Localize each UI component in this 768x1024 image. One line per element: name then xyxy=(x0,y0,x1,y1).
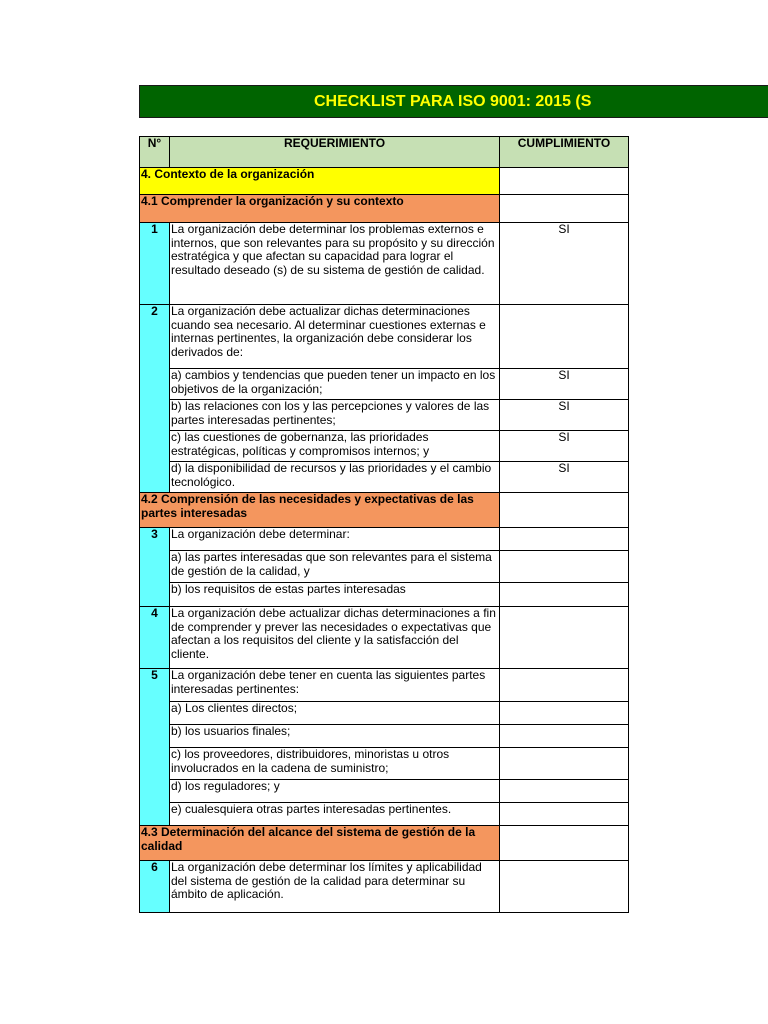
compliance-cell[interactable]: SI xyxy=(500,369,629,400)
compliance-cell[interactable]: SI xyxy=(500,223,629,305)
table-row xyxy=(140,551,629,583)
compliance-cell[interactable] xyxy=(500,168,629,195)
section-row xyxy=(140,168,629,195)
table-row xyxy=(140,305,629,369)
requirement-text: a) Los clientes directos; xyxy=(170,702,500,725)
compliance-cell[interactable] xyxy=(500,195,629,223)
table-row xyxy=(140,748,629,780)
compliance-cell[interactable] xyxy=(500,861,629,913)
header-num: N° xyxy=(140,137,170,168)
title-bar xyxy=(139,85,768,118)
requirement-text: a) cambios y tendencias que pueden tener un impacto en los objetivos de la organización; xyxy=(170,369,500,400)
section-row xyxy=(140,826,629,861)
requirement-text: d) los reguladores; y xyxy=(170,780,500,803)
requirement-text: a) las partes interesadas que son relevantes para el sistema de gestión de la calidad, y xyxy=(170,551,500,583)
compliance-cell[interactable] xyxy=(500,669,629,702)
table-row xyxy=(140,223,629,305)
requirement-text: La organización debe actualizar dichas determinaciones cuando sea necesario. Al determinar cuestiones externas e internas pertinentes, la organización debe considerar los derivados de: xyxy=(170,305,500,369)
page-title: CHECKLIST PARA ISO 9001: 2015 (S xyxy=(314,93,592,110)
item-number: 1 xyxy=(140,223,170,305)
requirement-text: La organización debe determinar: xyxy=(170,528,500,551)
section-4-2: 4.2 Comprensión de las necesidades y expectativas de las partes interesadas xyxy=(140,493,500,528)
requirement-text: b) los requisitos de estas partes interesadas xyxy=(170,583,500,607)
section-4-1: 4.1 Comprender la organización y su contexto xyxy=(140,195,500,223)
requirement-text: c) los proveedores, distribuidores, minoristas u otros involucrados en la cadena de suministro; xyxy=(170,748,500,780)
requirement-text: b) los usuarios finales; xyxy=(170,725,500,748)
requirement-text: e) cualesquiera otras partes interesadas pertinentes. xyxy=(170,803,500,826)
table-row xyxy=(140,669,629,702)
requirement-text: d) la disponibilidad de recursos y las prioridades y el cambio tecnológico. xyxy=(170,462,500,493)
table-row xyxy=(140,528,629,551)
table-row xyxy=(140,803,629,826)
requirement-text: La organización debe actualizar dichas determinaciones a fin de comprender y prever las necesidades o expectativas que afectan a los requisitos del cliente y la satisfacción del cliente. xyxy=(170,607,500,669)
compliance-cell[interactable] xyxy=(500,551,629,583)
header-row xyxy=(140,137,629,168)
item-number: 3 xyxy=(140,528,170,607)
table-row xyxy=(140,583,629,607)
compliance-cell[interactable] xyxy=(500,826,629,861)
requirement-text: b) las relaciones con los y las percepciones y valores de las partes interesadas pertinentes; xyxy=(170,400,500,431)
compliance-cell[interactable]: SI xyxy=(500,462,629,493)
requirement-text: c) las cuestiones de gobernanza, las prioridades estratégicas, políticas y compromisos internos; y xyxy=(170,431,500,462)
requirement-text: La organización debe determinar los problemas externos e internos, que son relevantes para su propósito y su dirección estratégica y que afectan su capacidad para lograr el resultado deseado (s) de su sistema de gestión de calidad. xyxy=(170,223,500,305)
compliance-cell[interactable] xyxy=(500,725,629,748)
header-requirement: REQUERIMIENTO xyxy=(170,137,500,168)
item-number: 2 xyxy=(140,305,170,493)
section-4-3: 4.3 Determinación del alcance del sistema de gestión de la calidad xyxy=(140,826,500,861)
table-row xyxy=(140,725,629,748)
table-row xyxy=(140,400,629,431)
requirement-text: La organización debe determinar los límites y aplicabilidad del sistema de gestión de la calidad para determinar su ámbito de aplicación. xyxy=(170,861,500,913)
compliance-cell[interactable] xyxy=(500,702,629,725)
table-row xyxy=(140,861,629,913)
requirement-text: La organización debe tener en cuenta las siguientes partes interesadas pertinentes: xyxy=(170,669,500,702)
compliance-cell[interactable] xyxy=(500,607,629,669)
compliance-cell[interactable] xyxy=(500,780,629,803)
compliance-cell[interactable]: SI xyxy=(500,431,629,462)
compliance-cell[interactable] xyxy=(500,305,629,369)
compliance-cell[interactable] xyxy=(500,583,629,607)
compliance-cell[interactable] xyxy=(500,493,629,528)
table-row xyxy=(140,431,629,462)
section-4: 4. Contexto de la organización xyxy=(140,168,500,195)
compliance-cell[interactable] xyxy=(500,803,629,826)
item-number: 6 xyxy=(140,861,170,913)
section-row xyxy=(140,195,629,223)
table-row xyxy=(140,702,629,725)
item-number: 5 xyxy=(140,669,170,826)
section-row xyxy=(140,493,629,528)
table-row xyxy=(140,462,629,493)
compliance-cell[interactable]: SI xyxy=(500,400,629,431)
compliance-cell[interactable] xyxy=(500,528,629,551)
header-compliance: CUMPLIMIENTO xyxy=(500,137,629,168)
table-row xyxy=(140,607,629,669)
table-row xyxy=(140,780,629,803)
item-number: 4 xyxy=(140,607,170,669)
table-row xyxy=(140,369,629,400)
checklist-table xyxy=(139,136,629,913)
compliance-cell[interactable] xyxy=(500,748,629,780)
